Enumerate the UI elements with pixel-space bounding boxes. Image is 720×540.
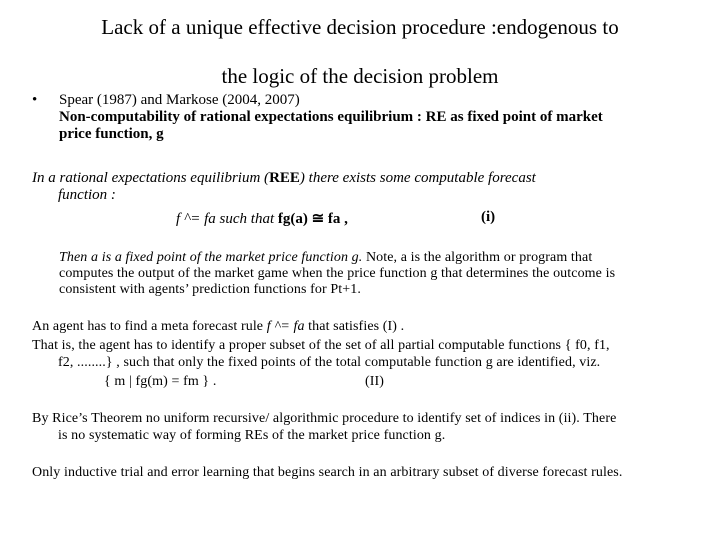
ree-equation — [176, 209, 348, 228]
slide-title-line-1: Lack of a unique effective decision procedure :endogenous to — [101, 15, 619, 39]
ree-equation-lhs: f ^= fa such that — [176, 211, 278, 227]
fixed-point-line-3: consistent with agents’ prediction functions for Pt+1. — [59, 282, 361, 297]
ree-line-1 — [32, 170, 536, 187]
bullet-noncomputability-line-2: price function, g — [59, 126, 164, 142]
meta-forecast-line-1-end: that satisfies (I) . — [304, 319, 405, 334]
slide-title-line-2: the logic of the decision problem — [221, 64, 499, 88]
ree-equation-rhs: fg(a) ≅ fa , — [277, 211, 348, 227]
meta-forecast-label: (II) — [365, 374, 385, 389]
inductive-learning-line: Only inductive trial and error learning that begins search in an arbitrary subset of diverse forecast rules. — [32, 465, 623, 480]
fixed-point-line-1 — [59, 250, 592, 266]
bullet-noncomputability-line-1: Non-computability of rational expectations equilibrium : RE as fixed point of market — [59, 109, 603, 125]
ree-line-2: function : — [58, 187, 116, 203]
rice-theorem-line-1: By Rice’s Theorem no uniform recursive/ algorithmic procedure to identify set of indices in (ii). There — [32, 411, 617, 426]
ree-line-1-start: In a rational expectations equilibrium ( — [32, 170, 270, 186]
bullet-citation: Spear (1987) and Markose (2004, 2007) — [59, 92, 300, 108]
meta-forecast-line-1 — [32, 319, 404, 335]
meta-forecast-rule: f ^= fa — [266, 319, 305, 334]
ree-abbreviation: REE — [269, 170, 300, 186]
ree-line-1-end: ) there exists some computable forecast — [299, 170, 536, 186]
ree-equation-label: (i) — [481, 209, 496, 225]
meta-forecast-line-2: That is, the agent has to identify a proper subset of the set of all partial computable functions { f0, f1, — [32, 338, 610, 353]
meta-forecast-set: { m | fg(m) = fm } . — [104, 374, 217, 389]
fixed-point-statement: Then a is a fixed point of the market price function g. — [59, 250, 363, 265]
fixed-point-line-2: computes the output of the market game when the price function g that determines the outcome is — [59, 266, 616, 281]
meta-forecast-line-3: f2, ........} , such that only the fixed points of the total computable function g are identified, viz. — [58, 355, 601, 370]
fixed-point-note: Note, a is the algorithm or program that — [362, 250, 593, 265]
bullet-marker: • — [32, 92, 38, 108]
rice-theorem-line-2: is no systematic way of forming REs of the market price function g. — [58, 428, 446, 443]
meta-forecast-line-1-start: An agent has to find a meta forecast rule — [32, 319, 267, 334]
